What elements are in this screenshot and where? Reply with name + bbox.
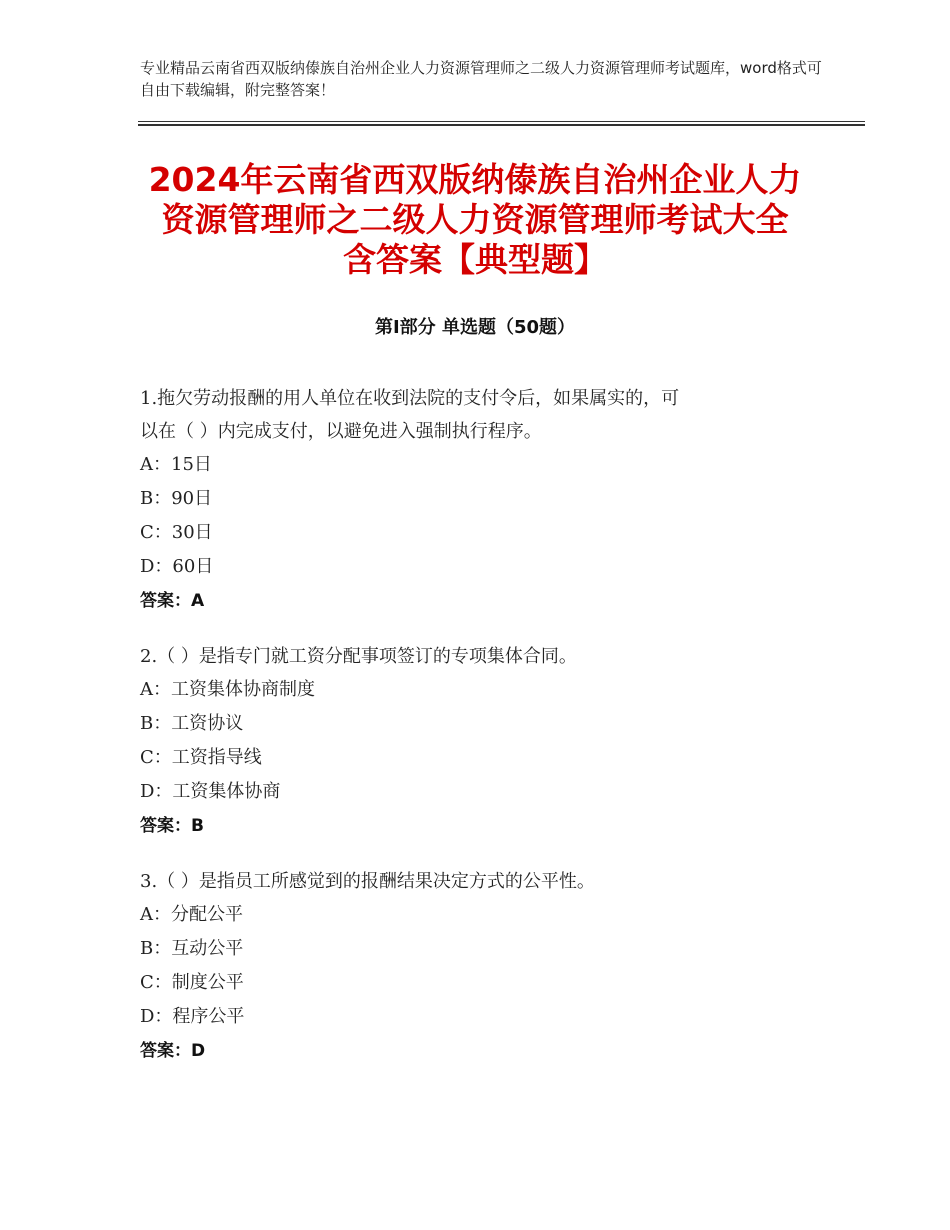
option-a: A：工资集体协商制度 xyxy=(140,679,315,700)
option-b: B：互动公平 xyxy=(140,938,244,959)
question-stem-line-2: 以在（ ）内完成支付，以避免进入强制执行程序。 xyxy=(140,421,542,442)
title-line-2: 资源管理师之二级人力资源管理师考试大全 xyxy=(161,200,789,239)
document-title xyxy=(140,160,810,280)
header-note: 专业精品云南省西双版纳傣族自治州企业人力资源管理师之二级人力资源管理师考试题库，word格式可自由下载编辑，附完整答案！ xyxy=(140,59,822,99)
option-d: D：60日 xyxy=(140,556,214,577)
question-2 xyxy=(140,640,820,843)
option-c: C：30日 xyxy=(140,522,213,543)
answer-label: 答案：B xyxy=(140,816,204,836)
title-line-3: 含答案【典型题】 xyxy=(343,240,607,279)
header-rule-thick xyxy=(138,124,865,126)
option-a: A：分配公平 xyxy=(140,904,243,925)
option-d: D：工资集体协商 xyxy=(140,781,281,802)
option-c: C：工资指导线 xyxy=(140,747,262,768)
option-d: D：程序公平 xyxy=(140,1006,245,1027)
option-b: B：工资协议 xyxy=(140,713,244,734)
question-stem xyxy=(140,865,820,898)
question-3 xyxy=(140,865,820,1068)
option-c: C：制度公平 xyxy=(140,972,244,993)
question-stem-line-1: 3.（ ）是指员工所感觉到的报酬结果决定方式的公平性。 xyxy=(140,871,595,892)
question-stem xyxy=(140,382,820,448)
question-stem xyxy=(140,640,820,673)
header-rule-thin xyxy=(138,121,865,122)
answer-label: 答案：D xyxy=(140,1041,206,1061)
option-b: B：90日 xyxy=(140,488,213,509)
section-heading: 第Ⅰ部分 单选题（50题） xyxy=(374,317,575,338)
option-a: A：15日 xyxy=(140,454,212,475)
answer-label: 答案：A xyxy=(140,591,205,611)
question-list xyxy=(140,382,820,1090)
question-stem-line-1: 1.拖欠劳动报酬的用人单位在收到法院的支付令后，如果属实的，可 xyxy=(140,388,680,409)
title-line-1: 2024年云南省西双版纳傣族自治州企业人力 xyxy=(148,160,802,199)
question-1 xyxy=(140,382,820,618)
question-stem-line-1: 2.（ ）是指专门就工资分配事项签订的专项集体合同。 xyxy=(140,646,577,667)
